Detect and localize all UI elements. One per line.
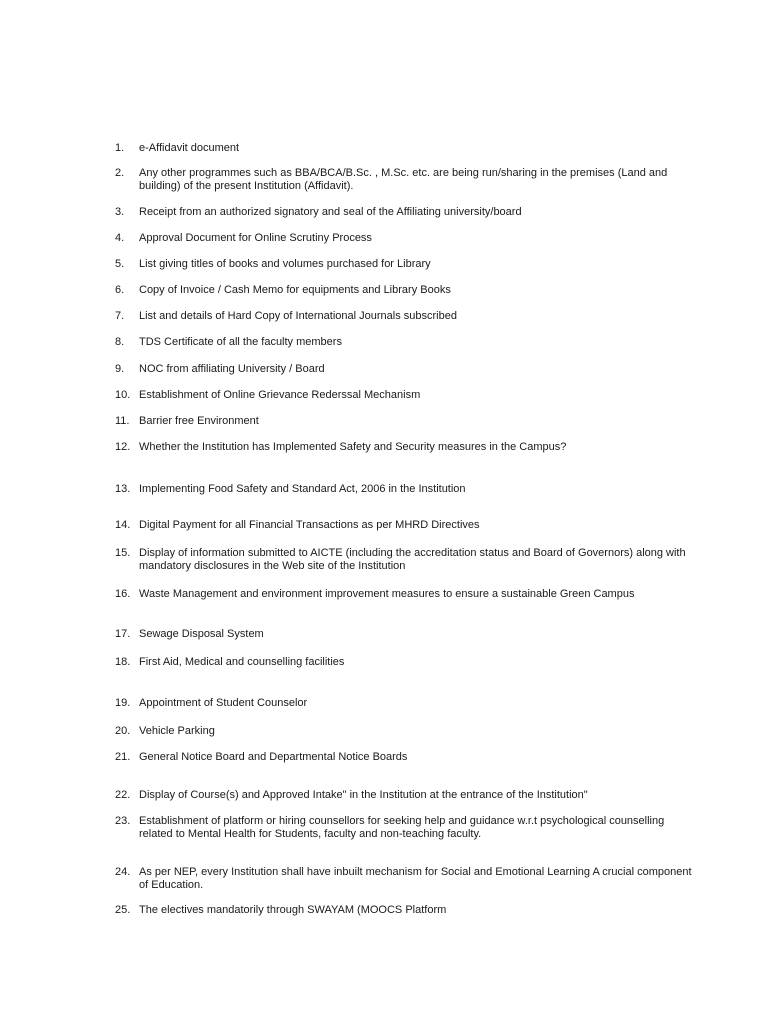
item-number: 20. <box>115 725 131 737</box>
item-number: 13. <box>115 483 131 495</box>
item-text: Display of information submitted to AICTE (including the accreditation status and Board of Governors) along with mandatory disclosures in the Web site of the Institution <box>139 547 686 572</box>
item-text: General Notice Board and Departmental Notice Boards <box>139 751 408 763</box>
item-text: Appointment of Student Counselor <box>139 697 308 709</box>
item-number: 11. <box>115 415 130 427</box>
item-text: Waste Management and environment improvement measures to ensure a sustainable Green Campus <box>139 588 635 600</box>
item-number: 9. <box>115 363 125 375</box>
item-number: 17. <box>115 628 131 640</box>
item-text: e-Affidavit document <box>139 142 240 154</box>
item-text: As per NEP, every Institution shall have inbuilt mechanism for Social and Emotional Learning A crucial component of Education. <box>139 866 692 891</box>
item-number: 21. <box>115 751 131 763</box>
item-text: Whether the Institution has Implemented Safety and Security measures in the Campus? <box>139 441 567 453</box>
item-text: TDS Certificate of all the faculty members <box>139 336 342 348</box>
item-number: 5. <box>115 258 125 270</box>
item-number: 19. <box>115 697 131 709</box>
item-number: 15. <box>115 547 131 559</box>
item-text: Approval Document for Online Scrutiny Process <box>139 232 372 244</box>
item-text: Barrier free Environment <box>139 415 259 427</box>
item-number: 16. <box>115 588 131 600</box>
item-number: 6. <box>115 284 125 296</box>
item-text: Any other programmes such as BBA/BCA/B.Sc. , M.Sc. etc. are being run/sharing in the premises (Land and building) of the present Institution (Affidavit). <box>139 167 668 192</box>
item-number: 18. <box>115 656 131 668</box>
item-number: 25. <box>115 904 131 916</box>
item-text: NOC from affiliating University / Board <box>139 363 325 375</box>
item-text: List and details of Hard Copy of International Journals subscribed <box>139 310 457 322</box>
item-number: 1. <box>115 142 125 154</box>
item-text: Receipt from an authorized signatory and seal of the Affiliating university/board <box>139 206 522 218</box>
item-text: Display of Course(s) and Approved Intake" in the Institution at the entrance of the Institution" <box>139 789 588 801</box>
item-number: 12. <box>115 441 131 453</box>
item-text: Digital Payment for all Financial Transactions as per MHRD Directives <box>139 519 480 531</box>
item-text: List giving titles of books and volumes purchased for Library <box>139 258 431 270</box>
item-text: Establishment of Online Grievance Rederssal Mechanism <box>139 389 421 401</box>
item-number: 23. <box>115 815 131 827</box>
item-number: 2. <box>115 167 125 179</box>
item-text: First Aid, Medical and counselling facilities <box>139 656 345 668</box>
item-text: Copy of Invoice / Cash Memo for equipments and Library Books <box>139 284 451 296</box>
item-number: 8. <box>115 336 125 348</box>
item-number: 10. <box>115 389 131 401</box>
item-text: The electives mandatorily through SWAYAM (MOOCS Platform <box>139 904 447 916</box>
item-text: Sewage Disposal System <box>139 628 264 640</box>
item-number: 24. <box>115 866 131 878</box>
item-text: Establishment of platform or hiring counsellors for seeking help and guidance w.r.t psychological counselling related to Mental Health for Students, faculty and non-teaching faculty. <box>139 815 665 840</box>
item-number: 14. <box>115 519 131 531</box>
item-number: 22. <box>115 789 131 801</box>
item-number: 4. <box>115 232 125 244</box>
item-number: 3. <box>115 206 125 218</box>
item-text: Implementing Food Safety and Standard Act, 2006 in the Institution <box>139 483 466 495</box>
item-number: 7. <box>115 310 125 322</box>
item-text: Vehicle Parking <box>139 725 215 737</box>
